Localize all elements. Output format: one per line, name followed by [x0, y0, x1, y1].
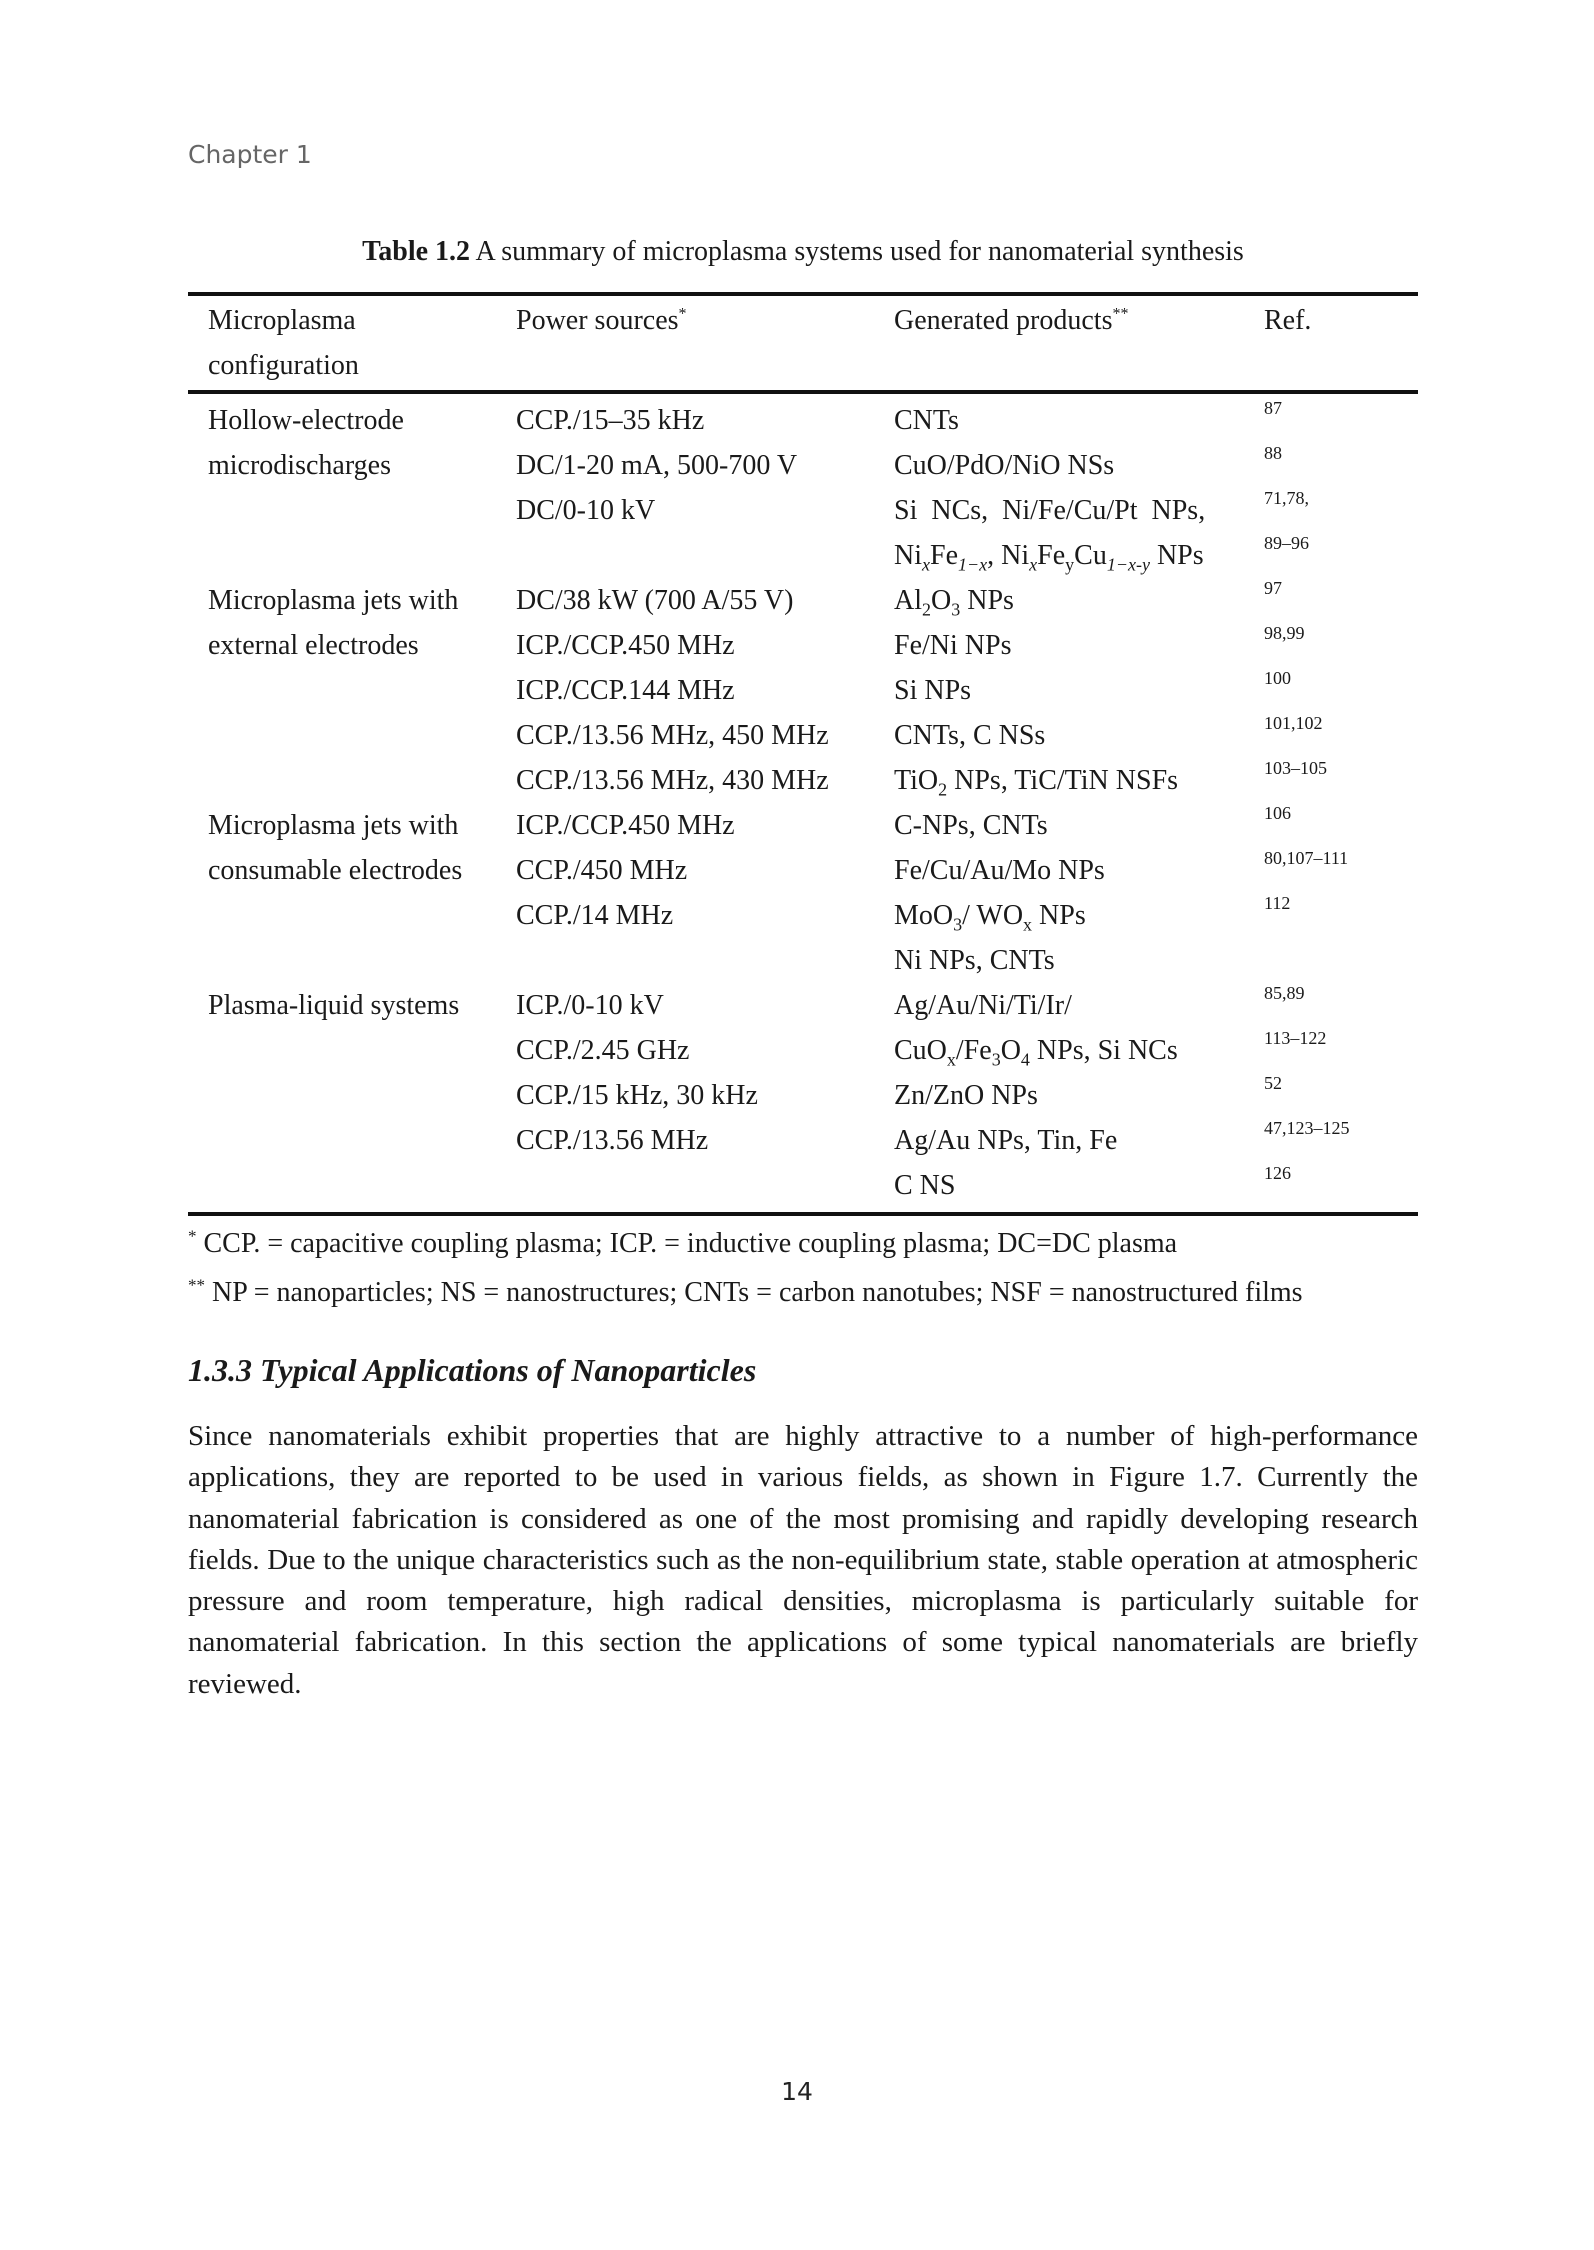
footnote-text: CCP. = capacitive coupling plasma; ICP. = inductive coupling plasma; DC=DC plasma	[196, 1228, 1178, 1259]
ref-cell	[1244, 488, 1418, 533]
config-cell: Microplasma jets with	[208, 585, 459, 616]
power-cell: CCP./14 MHz	[516, 900, 674, 931]
ref-value: 98,99	[1264, 623, 1305, 643]
header-products	[874, 294, 1244, 392]
power-cell	[496, 533, 874, 578]
product-cell: Ag/Au NPs, Tin, Fe	[894, 1125, 1118, 1156]
ref-cell	[1244, 443, 1418, 488]
ref-cell	[1244, 1073, 1418, 1118]
config-cell	[188, 1073, 496, 1118]
ref-cell	[1244, 578, 1418, 623]
header-config	[188, 294, 496, 392]
product-cell	[874, 893, 1244, 938]
product-part: /Fe	[955, 1035, 992, 1066]
config-cell	[188, 893, 496, 938]
product-part: Cu	[1074, 540, 1107, 571]
product-sub: 3	[951, 599, 961, 620]
config-cell	[188, 1163, 496, 1214]
product-cell: Fe/Ni NPs	[894, 630, 1012, 661]
product-cell	[874, 578, 1244, 623]
product-sub: y	[1065, 554, 1075, 575]
ref-value: 97	[1264, 578, 1282, 598]
footnote-power	[188, 1226, 1428, 1262]
config-cell	[188, 758, 496, 803]
product-part: NPs	[1149, 540, 1204, 571]
footnote-text: NP = nanoparticles; NS = nanostructures; CNTs = carbon nanotubes; NSF = nanostructured films	[205, 1277, 1303, 1308]
table-header	[188, 294, 1418, 392]
ref-value: 71,78,	[1264, 488, 1309, 508]
header-ref: Ref.	[1264, 305, 1312, 336]
product-part: NPs, Si NCs	[1029, 1035, 1178, 1066]
config-cell	[188, 488, 496, 533]
product-part: CuO	[894, 1035, 947, 1066]
ref-value: 112	[1264, 893, 1291, 913]
product-cell: Si NPs	[894, 675, 972, 706]
table-row	[188, 623, 1418, 668]
ref-cell	[1244, 668, 1418, 713]
table-row	[188, 533, 1418, 578]
ref-cell	[1244, 1028, 1418, 1073]
power-cell: CCP./15 kHz, 30 kHz	[516, 1080, 758, 1111]
product-part: MoO	[894, 900, 954, 931]
config-cell: Hollow-electrode	[208, 405, 404, 436]
ref-cell	[1244, 848, 1418, 893]
product-cell: CuO/PdO/NiO NSs	[894, 450, 1115, 481]
product-sub: 4	[1020, 1049, 1030, 1070]
power-cell: DC/0-10 kV	[516, 495, 656, 526]
ref-cell	[1244, 938, 1418, 983]
ref-cell	[1244, 623, 1418, 668]
product-sub: 3	[953, 914, 963, 935]
power-cell: CCP./13.56 MHz, 450 MHz	[516, 720, 829, 751]
config-cell: Microplasma jets with	[208, 810, 459, 841]
product-cell: Ag/Au/Ni/Ti/Ir/	[894, 990, 1072, 1021]
config-cell	[188, 668, 496, 713]
product-part: NPs, TiC/TiN NSFs	[947, 765, 1179, 796]
ref-value: 89–96	[1264, 533, 1309, 553]
product-part: , Ni	[987, 540, 1030, 571]
power-cell: ICP./CCP.450 MHz	[516, 630, 735, 661]
product-part: Fe	[1037, 540, 1066, 571]
product-cell: Si NCs, Ni/Fe/Cu/Pt NPs,	[894, 495, 1206, 526]
product-sub: 2	[922, 599, 931, 620]
power-cell	[496, 1163, 874, 1214]
config-cell: external electrodes	[208, 630, 419, 661]
ref-value: 101,102	[1264, 713, 1323, 733]
power-cell: ICP./0-10 kV	[516, 990, 664, 1021]
chapter-header: Chapter 1	[188, 140, 312, 169]
section-body: Since nanomaterials exhibit properties that are highly attractive to a number of high-performance applications, they are reported to be used in various fields, as shown in Figure 1.7. Currently the nanomaterial fabrication is considered as one of the most promising and rapidly developing research fields. Due to the unique characteristics such as the non-equilibrium state, stable operation at atmospheric pressure and room temperature, high radical densities, microplasma is particularly suitable for nanomaterial fabrication. In this section the applications of some typical nanomaterials are briefly reviewed.	[188, 1420, 1418, 1700]
config-cell	[188, 1118, 496, 1163]
product-cell: CNTs, C NSs	[894, 720, 1046, 751]
table-row	[188, 578, 1418, 623]
table-row	[188, 803, 1418, 848]
config-cell	[188, 713, 496, 758]
ref-value: 85,89	[1264, 983, 1305, 1003]
product-sub: 3	[991, 1049, 1001, 1070]
product-cell: CNTs	[894, 405, 959, 436]
product-cell: Fe/Cu/Au/Mo NPs	[894, 855, 1105, 886]
product-sub: 2	[938, 779, 948, 800]
product-sub: x	[946, 1049, 956, 1070]
table-caption-text: A summary of microplasma systems used for nanomaterial synthesis	[475, 236, 1244, 267]
microplasma-summary-table	[188, 292, 1418, 1216]
ref-value: 88	[1264, 443, 1282, 463]
config-cell: consumable electrodes	[208, 855, 463, 886]
ref-value: 47,123–125	[1264, 1118, 1350, 1138]
config-cell	[188, 1028, 496, 1073]
table-row	[188, 1118, 1418, 1163]
header-products-mark: **	[1112, 305, 1129, 323]
ref-cell	[1244, 893, 1418, 938]
table-row	[188, 938, 1418, 983]
table-row	[188, 1073, 1418, 1118]
header-config-line2: configuration	[208, 350, 359, 381]
power-cell: CCP./13.56 MHz, 430 MHz	[516, 765, 829, 796]
header-power	[496, 294, 874, 392]
ref-cell	[1244, 1163, 1418, 1214]
power-cell: CCP./2.45 GHz	[516, 1035, 690, 1066]
ref-value: 126	[1264, 1163, 1291, 1183]
footnote-mark: *	[188, 1226, 197, 1246]
ref-cell	[1244, 533, 1418, 578]
ref-cell	[1244, 758, 1418, 803]
config-cell	[188, 938, 496, 983]
header-power-mark: *	[678, 305, 687, 323]
product-cell	[874, 533, 1244, 578]
footnote-products	[188, 1275, 1428, 1311]
product-part: / WO	[962, 900, 1024, 931]
ref-value: 52	[1264, 1073, 1282, 1093]
product-sub: x	[1023, 914, 1033, 935]
table-row	[188, 893, 1418, 938]
product-part: O	[931, 585, 952, 616]
table-row	[188, 443, 1418, 488]
ref-value: 106	[1264, 803, 1291, 823]
product-sub: x	[1029, 554, 1038, 575]
product-part: Al	[894, 585, 922, 616]
product-part: NPs	[960, 585, 1014, 616]
config-cell: Plasma-liquid systems	[208, 990, 460, 1021]
table-row	[188, 1028, 1418, 1073]
product-part: O	[1000, 1035, 1021, 1066]
table-row	[188, 713, 1418, 758]
footnote-mark: **	[188, 1275, 205, 1295]
product-part: Ni	[894, 540, 922, 571]
config-cell	[188, 533, 496, 578]
ref-value: 113–122	[1264, 1028, 1327, 1048]
power-cell: DC/38 kW (700 A/55 V)	[516, 585, 794, 616]
ref-cell	[1244, 803, 1418, 848]
table-body	[188, 392, 1418, 1214]
power-cell: ICP./CCP.144 MHz	[516, 675, 735, 706]
product-cell: C NS	[894, 1170, 956, 1201]
table-caption-label: Table 1.2	[362, 236, 471, 267]
ref-value: 100	[1264, 668, 1291, 688]
config-cell: microdischarges	[208, 450, 391, 481]
ref-value: 87	[1264, 398, 1282, 418]
product-part: NPs	[1032, 900, 1086, 931]
header-power-label: Power sources	[516, 305, 679, 336]
table-row	[188, 983, 1418, 1028]
header-products-label: Generated products	[894, 305, 1113, 336]
table-row	[188, 668, 1418, 713]
product-part: TiO	[894, 765, 939, 796]
product-sub: x	[922, 554, 930, 575]
table-caption	[188, 236, 1418, 268]
product-sub: 1−x-y	[1106, 554, 1150, 575]
table-row	[188, 758, 1418, 803]
table-row	[188, 1163, 1418, 1214]
power-cell: CCP./450 MHz	[516, 855, 688, 886]
power-cell: ICP./CCP.450 MHz	[516, 810, 735, 841]
ref-cell	[1244, 1118, 1418, 1163]
product-cell	[874, 758, 1244, 803]
table-row	[188, 392, 1418, 443]
ref-value: 80,107–111	[1264, 848, 1349, 868]
table-row	[188, 488, 1418, 533]
product-cell: Zn/ZnO NPs	[894, 1080, 1038, 1111]
power-cell	[496, 938, 874, 983]
product-cell: C-NPs, CNTs	[894, 810, 1048, 841]
power-cell: CCP./15–35 kHz	[516, 405, 705, 436]
header-config-line1: Microplasma	[208, 305, 356, 336]
page-number: 14	[781, 2077, 813, 2106]
ref-value: 103–105	[1264, 758, 1327, 778]
product-cell: Ni NPs, CNTs	[894, 945, 1055, 976]
product-sub: 1−x	[958, 554, 988, 575]
power-cell: DC/1-20 mA, 500-700 V	[516, 450, 798, 481]
section-title: 1.3.3 Typical Applications of Nanoparticles	[188, 1352, 757, 1388]
ref-cell	[1244, 983, 1418, 1028]
product-cell	[874, 1028, 1244, 1073]
table-row	[188, 848, 1418, 893]
product-part: Fe	[930, 540, 958, 571]
power-cell: CCP./13.56 MHz	[516, 1125, 709, 1156]
ref-cell	[1244, 392, 1418, 443]
ref-cell	[1244, 713, 1418, 758]
